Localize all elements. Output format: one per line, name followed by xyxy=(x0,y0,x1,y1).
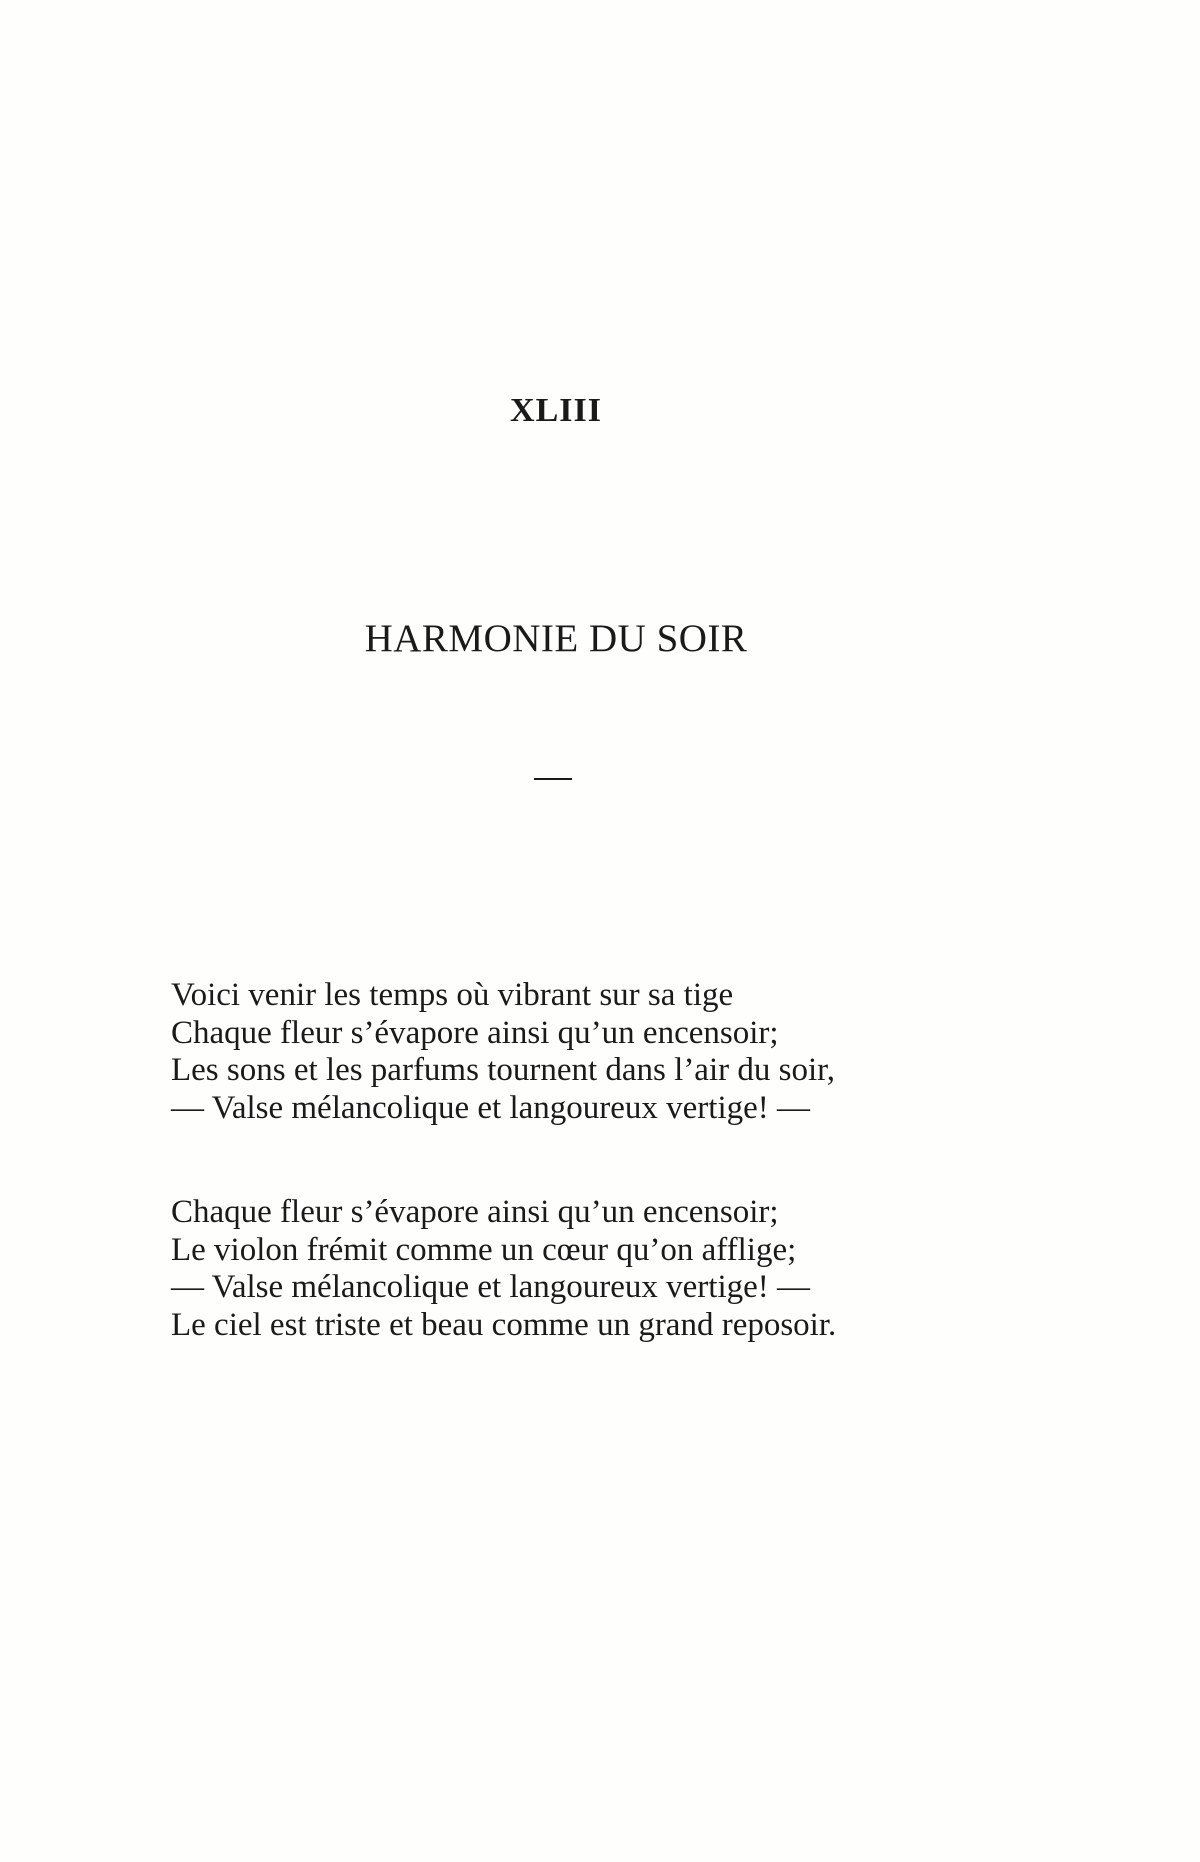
poem-number: XLIII xyxy=(510,392,602,429)
verse-line: Le violon frémit comme un cœur qu’on afflige; xyxy=(171,1231,797,1268)
verse-line: Le ciel est triste et beau comme un grand reposoir. xyxy=(171,1306,837,1343)
title-separator-dash xyxy=(534,778,572,780)
stanza-1 xyxy=(171,977,835,1127)
verse-line: — Valse mélancolique et langoureux vertige! — xyxy=(171,1089,811,1126)
stanza-2 xyxy=(171,1194,836,1344)
poem-title: HARMONIE DU SOIR xyxy=(364,617,748,660)
verse-line: — Valse mélancolique et langoureux vertige! — xyxy=(171,1269,811,1305)
verse-line: Chaque fleur s’évapore ainsi qu’un encensoir; xyxy=(171,1014,779,1051)
verse-line: Les sons et les parfums tournent dans l’air du soir, xyxy=(171,1052,836,1088)
verse-line: Chaque fleur s’évapore ainsi qu’un encensoir; xyxy=(171,1194,779,1230)
verse-line: Voici venir les temps où vibrant sur sa tige xyxy=(171,977,734,1013)
